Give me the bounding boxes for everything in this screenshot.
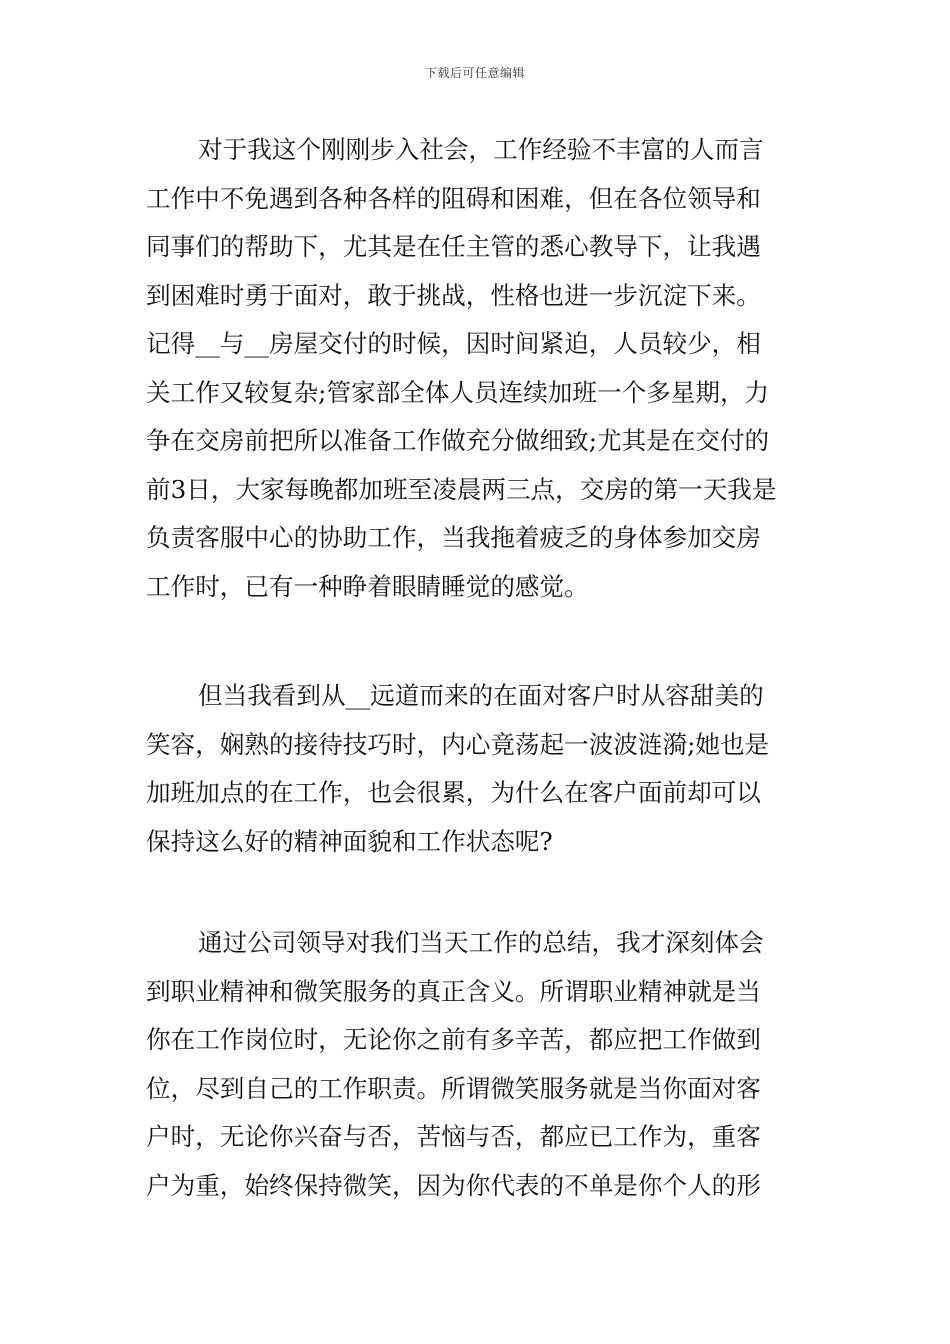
paragraph-line: 户时，无论你兴奋与否，苦恼与否，都应已工作为，重客 xyxy=(146,1122,761,1151)
paragraph-line: 到困难时勇于面对，敢于挑战，性格也进一步沉淀下来。 xyxy=(146,280,761,310)
paragraph-line: 前3日，大家每晚都加班至凌晨两三点，交房的第一天我是 xyxy=(146,474,777,504)
paragraph-line: 到职业精神和微笑服务的真正含义。所谓职业精神就是当 xyxy=(146,976,761,1006)
paragraph-line: 工作时，已有一种睁着眼睛睡觉的感觉。 xyxy=(146,571,589,601)
paragraph-line: 位，尽到自己的工作职责。所谓微笑服务就是当你面对客 xyxy=(146,1073,761,1103)
paragraph-line: 加班加点的在工作，也会很累，为什么在客户面前却可以 xyxy=(146,778,761,807)
paragraph-line: 户为重，始终保持微笑，因为你代表的不单是你个人的形 xyxy=(146,1170,761,1200)
paragraph-2 xyxy=(146,672,810,866)
paragraph-line: 负责客服中心的协助工作，当我拖着疲乏的身体参加交房 xyxy=(146,523,761,552)
paragraph-1 xyxy=(146,126,810,611)
paragraph-line: 但当我看到从__远道而来的在面对客户时从容甜美的 xyxy=(198,681,764,710)
paragraph-line: 笑容，娴熟的接待技巧时，内心竟荡起一波波涟漪;她也是 xyxy=(146,729,770,759)
paragraph-line: 争在交房前把所以准备工作做充分做细致;尤其是在交付的 xyxy=(146,426,770,455)
paragraph-line: 关工作又较复杂;管家部全体人员连续加班一个多星期，力 xyxy=(146,377,770,407)
paragraph-3 xyxy=(146,919,810,1210)
page-header: 下载后可任意编辑 xyxy=(424,66,525,80)
paragraph-line: 同事们的帮助下，尤其是在任主管的悉心教导下，让我遇 xyxy=(146,232,761,261)
paragraph-line: 对于我这个刚刚步入社会，工作经验不丰富的人而言 xyxy=(198,135,764,164)
paragraph-line: 通过公司领导对我们当天工作的总结，我才深刻体会 xyxy=(198,928,764,957)
paragraph-line: 你在工作岗位时，无论你之前有多辛苦，都应把工作做到 xyxy=(146,1025,761,1054)
paragraph-line: 工作中不免遇到各种各样的阻碍和困难，但在各位领导和 xyxy=(146,183,761,213)
paragraph-line: 保持这么好的精神面貌和工作状态呢? xyxy=(146,826,553,856)
paragraph-line: 记得__与__房屋交付的时候，因时间紧迫，人员较少，相 xyxy=(146,329,761,358)
